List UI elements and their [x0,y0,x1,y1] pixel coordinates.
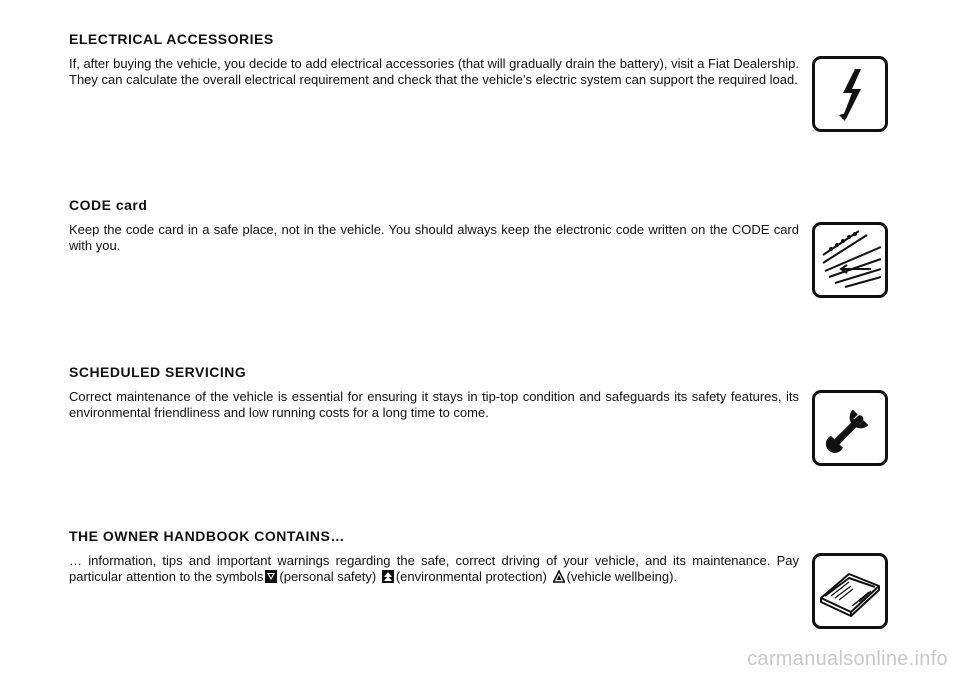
environmental-protection-icon [382,570,394,583]
code-card-icon [812,222,888,298]
section-heading: SCHEDULED SERVICING [69,364,247,380]
section-scheduled-servicing [69,363,799,421]
section-body: Correct maintenance of the vehicle is essential for ensuring it stays in tip-top condition and safeguards its safety features, its environmental friendliness and low running costs for a long time to come. [69,389,799,420]
section-body: Keep the code card in a safe place, not in the vehicle. You should always keep the electronic code written on the CODE card with you. [69,222,799,253]
open-book-icon [812,553,888,629]
personal-safety-icon [265,570,277,583]
section-body-intro: … information, tips and important warnings regarding the safe, correct driving of your vehicle, and its maintenance. Pay particular attention to the symbols [69,553,799,584]
section-heading: THE OWNER HANDBOOK CONTAINS… [69,528,345,544]
section-heading: CODE card [69,197,148,213]
section-heading: ELECTRICAL ACCESSORIES [69,31,274,47]
symbol-label: (personal safety) [279,569,377,584]
section-owner-handbook [69,527,799,585]
section-code-card [69,196,799,254]
lightning-bolt-icon [812,56,888,132]
symbol-label: (vehicle wellbeing). [566,569,678,584]
watermark: carmanualsonline.info [747,648,948,670]
section-electrical-accessories [69,30,799,88]
symbol-label: (environmental protection) [395,569,547,584]
wrench-icon [812,390,888,466]
vehicle-wellbeing-icon [553,570,565,583]
section-body: If, after buying the vehicle, you decide to add electrical accessories (that will gradually drain the battery), visit a Fiat Dealership. They can calculate the overall electrical requirement and check that the vehicle’s electric system can support the required load. [69,56,799,87]
section-body [69,553,799,585]
